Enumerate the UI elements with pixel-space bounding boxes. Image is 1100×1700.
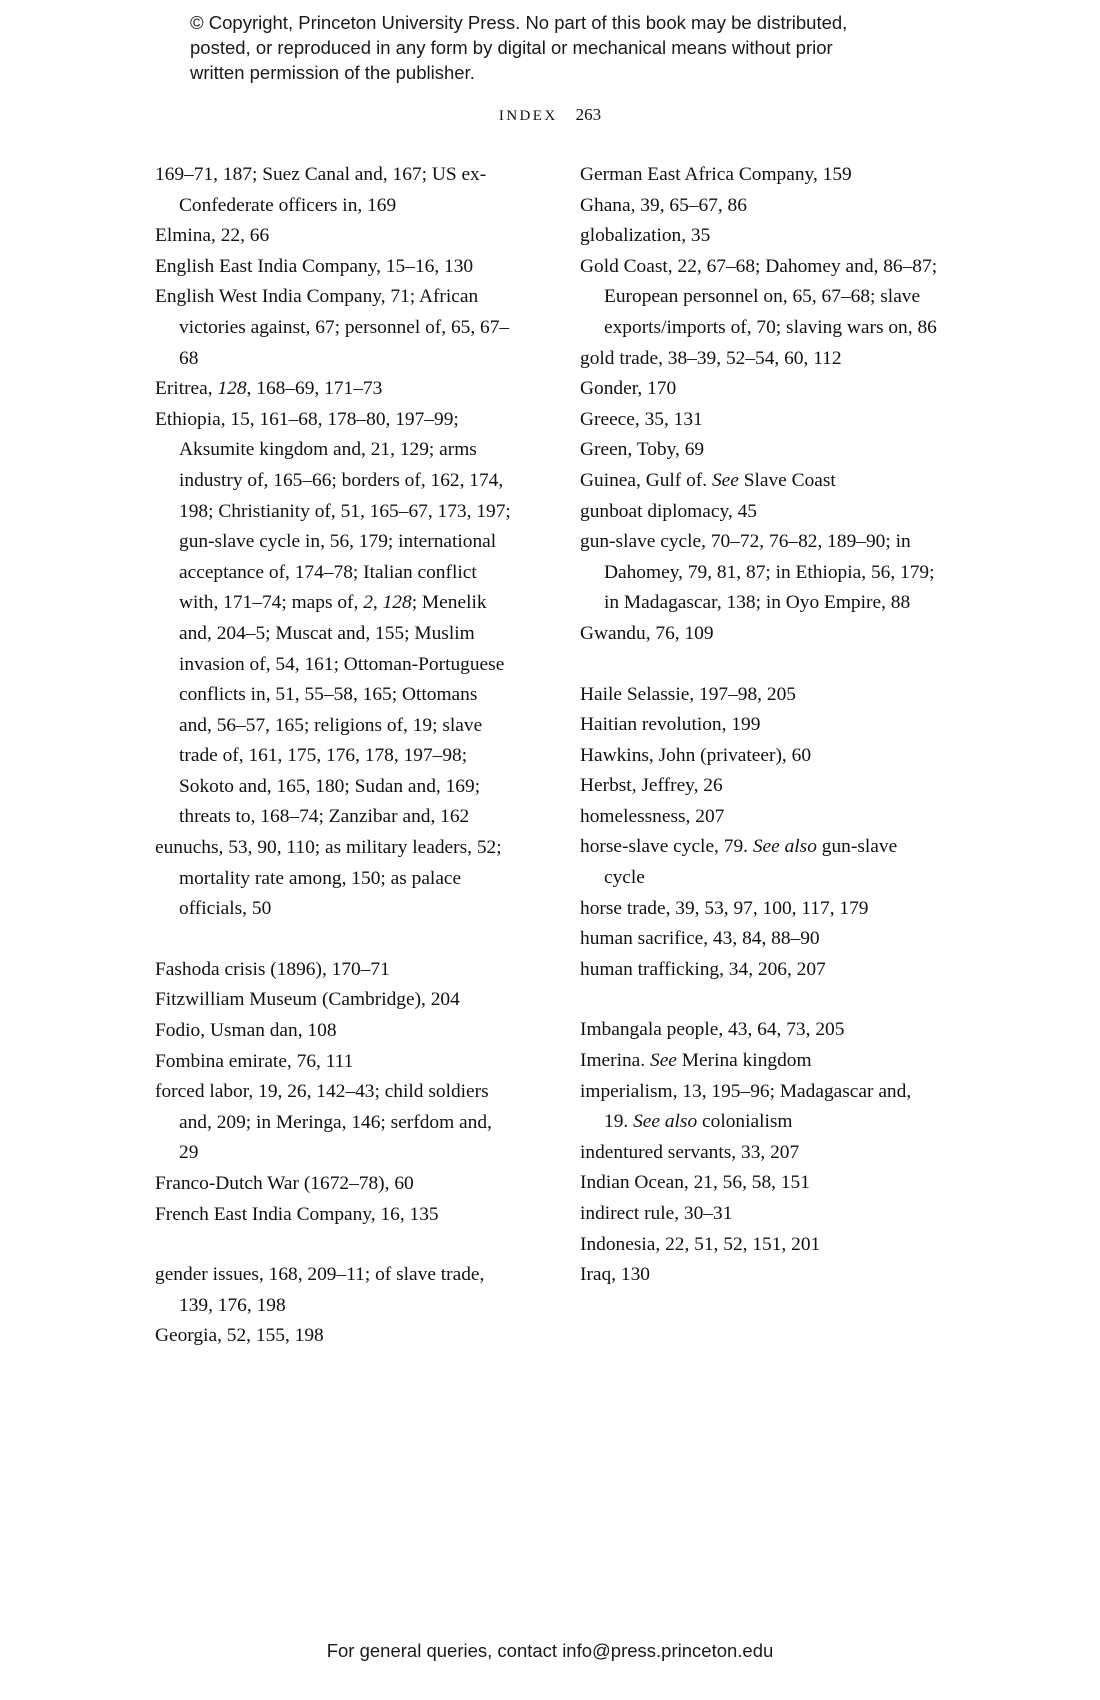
index-entry: forced labor, 19, 26, 142–43; child soldiers and, 209; in Meringa, 146; serfdom and, 29: [155, 1081, 492, 1164]
index-entry: Herbst, Jeffrey, 26: [580, 775, 723, 797]
index-entry: Greece, 35, 131: [580, 408, 703, 430]
index-entry: gold trade, 38–39, 52–54, 60, 112: [580, 347, 842, 369]
running-head: [0, 105, 1100, 125]
index-entry: Indian Ocean, 21, 56, 58, 151: [580, 1172, 810, 1194]
index-column-left: [155, 160, 515, 1352]
index-entry: indentured servants, 33, 207: [580, 1141, 800, 1163]
index-entry: Guinea, Gulf of. See Slave Coast: [580, 469, 836, 491]
index-entry: English East India Company, 15–16, 130: [155, 255, 474, 277]
index-entry: horse trade, 39, 53, 97, 100, 117, 179: [580, 897, 869, 919]
index-entry: German East Africa Company, 159: [580, 164, 852, 185]
index-entry: Indonesia, 22, 51, 52, 151, 201: [580, 1233, 821, 1255]
index-entry: Green, Toby, 69: [580, 439, 705, 461]
index-entry: Fitzwilliam Museum (Cambridge), 204: [155, 989, 460, 1011]
index-entry: Haitian revolution, 199: [580, 714, 761, 736]
index-entry: Imbangala people, 43, 64, 73, 205: [580, 1019, 845, 1041]
index-entry: homelessness, 207: [580, 805, 725, 827]
entry-group-gap: [580, 985, 940, 1015]
index-entry: Fodio, Usman dan, 108: [155, 1020, 337, 1042]
index-entry: human trafficking, 34, 206, 207: [580, 958, 826, 980]
index-entry: gun-slave cycle, 70–72, 76–82, 189–90; in Dahomey, 79, 81, 87; in Ethiopia, 56, 179; in Madagascar, 138; in Oyo Empire, 88: [580, 531, 935, 614]
index-entry: Iraq, 130: [580, 1264, 650, 1286]
index-entry: indirect rule, 30–31: [580, 1203, 733, 1224]
index-entry: globalization, 35: [580, 225, 711, 247]
index-entry: imperialism, 13, 195–96; Madagascar and, 19. See also colonialism: [580, 1080, 912, 1133]
index-entry: gunboat diplomacy, 45: [580, 500, 757, 522]
index-entry: Georgia, 52, 155, 198: [155, 1325, 324, 1347]
index-entry: horse-slave cycle, 79. See also gun-slave cycle: [580, 836, 898, 889]
index-entry: Hawkins, John (privateer), 60: [580, 744, 812, 766]
page-folio: 263: [575, 105, 602, 124]
index-entry: Gold Coast, 22, 67–68; Dahomey and, 86–87; European personnel on, 65, 67–68; slave exports/imports of, 70; slaving wars on, 86: [580, 255, 938, 338]
running-head-label: INDEX: [498, 108, 558, 124]
index-entry: French East India Company, 16, 135: [155, 1203, 439, 1225]
index-entry: Gwandu, 76, 109: [580, 622, 714, 644]
index-columns: [155, 160, 955, 1352]
index-entry: 169–71, 187; Suez Canal and, 167; US ex-Confederate officers in, 169: [155, 164, 487, 216]
index-entry: Franco-Dutch War (1672–78), 60: [155, 1173, 414, 1194]
index-entry: Imerina. See Merina kingdom: [580, 1050, 812, 1072]
index-entry: human sacrifice, 43, 84, 88–90: [580, 928, 820, 950]
index-entry: Fombina emirate, 76, 111: [155, 1050, 354, 1072]
index-entry: English West India Company, 71; African victories against, 67; personnel of, 65, 67–68: [155, 286, 510, 369]
index-entry: Eritrea, 128, 168–69, 171–73: [155, 378, 383, 400]
index-column-right: [580, 160, 940, 1352]
index-entry: Haile Selassie, 197–98, 205: [580, 683, 796, 705]
footer-notice: For general queries, contact info@press.princeton.edu: [326, 1640, 774, 1661]
index-entry: Ethiopia, 15, 161–68, 178–80, 197–99; Aksumite kingdom and, 21, 129; arms industry of, 165–66; borders of, 162, 174, 198; Christianity of, 51, 165–67, 173, 197; gun-slave cycle in, 56, 179; international acceptance of, 174–78; Italian conflict with, 171–74; maps of, 2, 128; Menelik and, 204–5; Muscat and, 155; Muslim invasion of, 54, 161; Ottoman-Portuguese conflicts in, 51, 55–58, 165; Ottomans and, 56–57, 165; religions of, 19; slave trade of, 161, 175, 176, 178, 197–98; Sokoto and, 165, 180; Sudan and, 169; threats to, 168–74; Zanzibar and, 162: [155, 408, 511, 828]
entry-group-gap: [580, 650, 940, 680]
index-entry: gender issues, 168, 209–11; of slave trade, 139, 176, 198: [155, 1264, 485, 1316]
index-entry: eunuchs, 53, 90, 110; as military leaders, 52; mortality rate among, 150; as palace officials, 50: [155, 837, 502, 920]
copyright-notice: © Copyright, Princeton University Press. No part of this book may be distributed, posted, or reproduced in any form by digital or mechanical means without prior written permission of the publisher.: [190, 12, 848, 83]
index-entry: Elmina, 22, 66: [155, 225, 270, 247]
index-entry: Ghana, 39, 65–67, 86: [580, 194, 747, 216]
entry-group-gap: [155, 925, 515, 955]
index-entry: Gonder, 170: [580, 378, 677, 400]
entry-group-gap: [155, 1230, 515, 1260]
index-entry: Fashoda crisis (1896), 170–71: [155, 958, 390, 980]
